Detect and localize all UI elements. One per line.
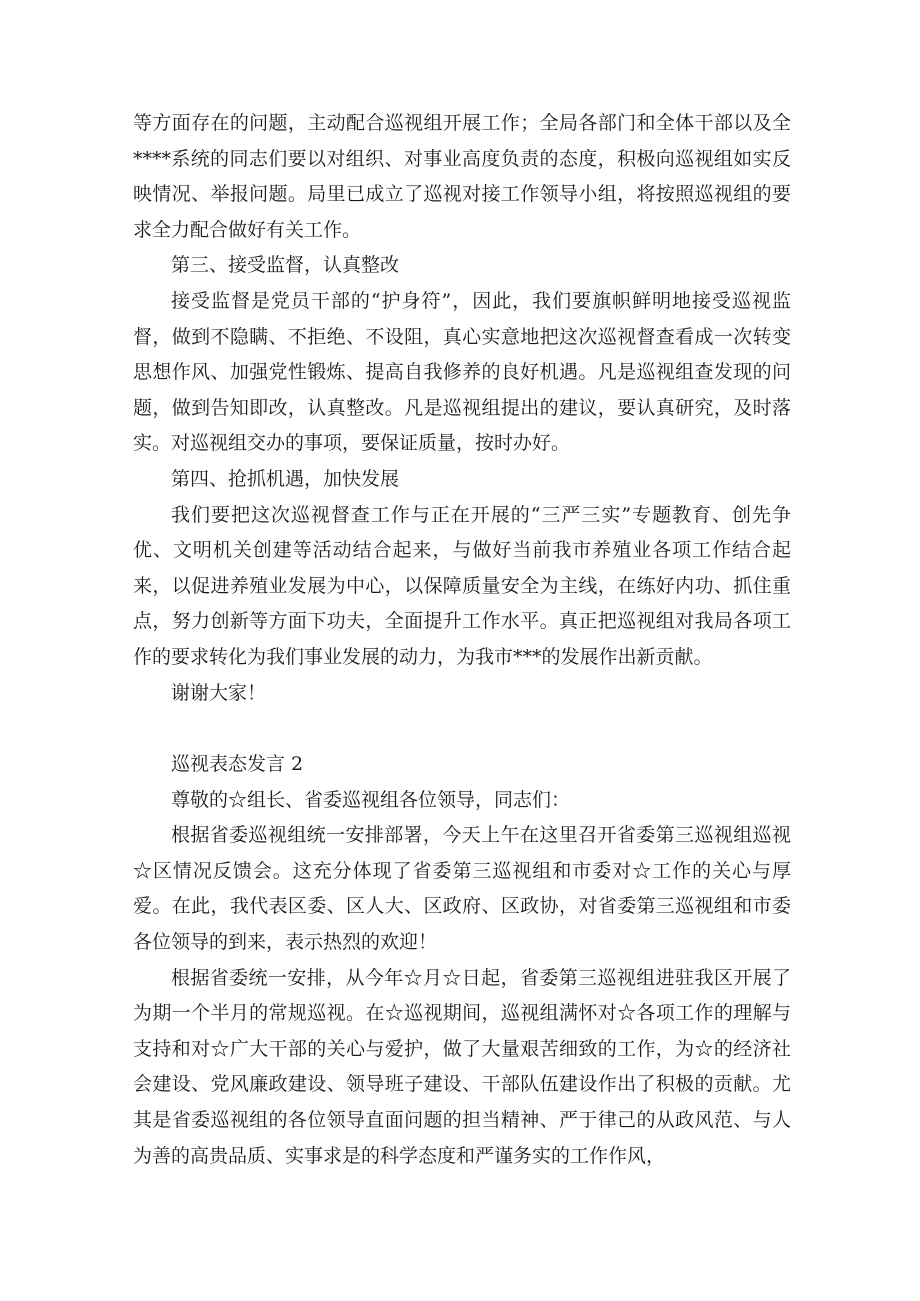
closing-thanks: 谢谢大家！ — [171, 681, 267, 704]
section-heading-3: 第三、接受监督，认真整改 — [171, 254, 400, 277]
section-gap — [133, 711, 791, 747]
paragraph-development: 我们要把这次巡视督查工作与正在开展的“三严三实”专题教育、创先争优、文明机关创建等活动结合起来，与做好当前我市养殖业各项工作结合起来，以促进养殖业发展为中心，以保障质量安全为主线，在练好内功、抓住重点，努力创新等方面下功夫，全面提升工作水平。真正把巡视组对我局各项工作的要求转化为我们事业发展的动力，为我市***的发展作出新贡献。 — [133, 503, 791, 668]
section-heading-4: 第四、抢抓机遇，加快发展 — [171, 467, 400, 490]
paragraph-supervision: 接受监督是党员干部的“护身符”，因此，我们要旗帜鲜明地接受巡视监督，做到不隐瞒、不拒绝、不设阻，真心实意地把这次巡视督查看成一次转变思想作风、加强党性锻炼、提高自我修养的良好机遇。凡是巡视组查发现的问题，做到告知即改，认真整改。凡是巡视组提出的建议，要认真研究，及时落实。对巡视组交办的事项，要保证质量，按时办好。 — [133, 289, 791, 455]
document-page — [133, 106, 791, 1174]
paragraph-continued: 等方面存在的问题，主动配合巡视组开展工作；全局各部门和全体干部以及全****系统的同志们要以对组织、对事业高度负责的态度，积极向巡视组如实反映情况、举报问题。局里已成立了巡视对接工作领导小组，将按照巡视组的要求全力配合做好有关工作。 — [133, 112, 791, 241]
speech-title: 巡视表态发言 2 — [171, 753, 304, 776]
salutation: 尊敬的☆组长、省委巡视组各位领导，同志们： — [171, 788, 571, 811]
paragraph-inspection-period: 根据省委统一安排，从今年☆月☆日起，省委第三巡视组进驻我区开展了为期一个半月的常规巡视。在☆巡视期间，巡视组满怀对☆各项工作的理解与支持和对☆广大干部的关心与爱护，做了大量艰苦细致的工作，为☆的经济社会建设、党风廉政建设、领导班子建设、干部队伍建设作出了积极的贡献。尤其是省委巡视组的各位领导直面问题的担当精神、严于律己的从政风范、与人为善的高贵品质、实事求是的科学态度和严谨务实的工作作风， — [133, 966, 791, 1167]
paragraph-feedback-meeting: 根据省委巡视组统一安排部署，今天上午在这里召开省委第三巡视组巡视☆区情况反馈会。这充分体现了省委第三巡视组和市委对☆工作的关心与厚爱。在此，我代表区委、区人大、区政府、区政协，对省委第三巡视组和市委各位领导的到来，表示热烈的欢迎！ — [133, 824, 791, 954]
